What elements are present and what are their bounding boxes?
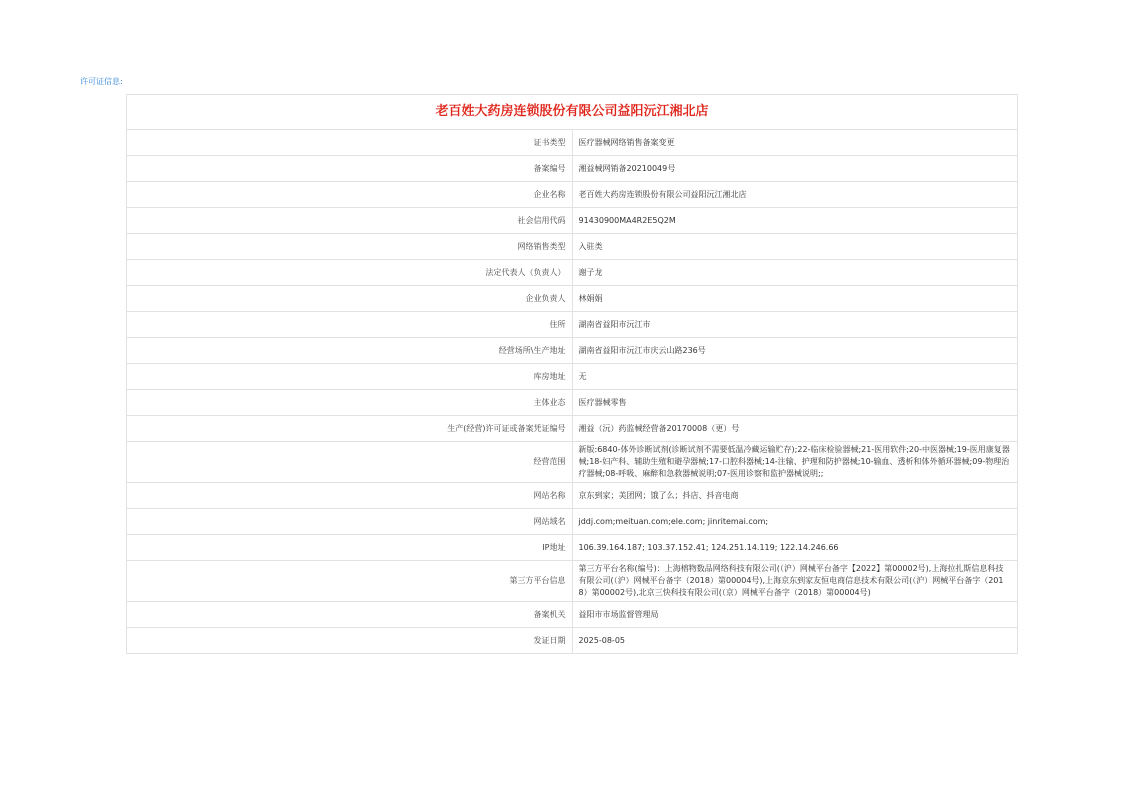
license-table xyxy=(126,94,1018,654)
row-label-warehouse-address: 库房地址 xyxy=(127,364,573,390)
table-row xyxy=(127,535,1018,561)
table-row xyxy=(127,338,1018,364)
row-value-filing-authority: 益阳市市场监督管理局 xyxy=(572,602,1018,628)
row-value-certificate-type: 医疗器械网络销售备案变更 xyxy=(572,130,1018,156)
row-label-legal-representative: 法定代表人（负责人） xyxy=(127,260,573,286)
row-value-ip-address: 106.39.164.187; 103.37.152.41; 124.251.14.119; 122.14.246.66 xyxy=(572,535,1018,561)
table-row xyxy=(127,602,1018,628)
table-row xyxy=(127,312,1018,338)
row-value-credit-code: 91430900MA4R2E5Q2M xyxy=(572,208,1018,234)
row-value-company-head: 林娟娟 xyxy=(572,286,1018,312)
table-row xyxy=(127,628,1018,654)
row-label-filing-number: 备案编号 xyxy=(127,156,573,182)
row-value-issue-date: 2025-08-05 xyxy=(572,628,1018,654)
table-row xyxy=(127,286,1018,312)
row-value-filing-number: 湘益械网销备20210049号 xyxy=(572,156,1018,182)
license-title: 老百姓大药房连锁股份有限公司益阳沅江湘北店 xyxy=(127,95,1018,130)
table-row xyxy=(127,509,1018,535)
table-row xyxy=(127,364,1018,390)
table-row xyxy=(127,130,1018,156)
section-label: 许可证信息: xyxy=(80,77,123,86)
title-row xyxy=(127,95,1018,130)
row-label-website-domain: 网站域名 xyxy=(127,509,573,535)
table-row xyxy=(127,442,1018,483)
row-label-company-name: 企业名称 xyxy=(127,182,573,208)
row-label-business-address: 经营场所\生产地址 xyxy=(127,338,573,364)
row-label-ip-address: IP地址 xyxy=(127,535,573,561)
row-label-company-head: 企业负责人 xyxy=(127,286,573,312)
row-label-third-party-platform: 第三方平台信息 xyxy=(127,561,573,602)
table-row xyxy=(127,234,1018,260)
row-label-certificate-type: 证书类型 xyxy=(127,130,573,156)
row-label-sales-type: 网络销售类型 xyxy=(127,234,573,260)
table-row xyxy=(127,416,1018,442)
row-value-business-format: 医疗器械零售 xyxy=(572,390,1018,416)
row-value-company-name: 老百姓大药房连锁股份有限公司益阳沅江湘北店 xyxy=(572,182,1018,208)
row-value-legal-representative: 谢子龙 xyxy=(572,260,1018,286)
row-value-warehouse-address: 无 xyxy=(572,364,1018,390)
table-row xyxy=(127,561,1018,602)
row-value-business-address: 湖南省益阳市沅江市庆云山路236号 xyxy=(572,338,1018,364)
row-label-issue-date: 发证日期 xyxy=(127,628,573,654)
table-row xyxy=(127,483,1018,509)
row-label-business-format: 主体业态 xyxy=(127,390,573,416)
row-label-filing-authority: 备案机关 xyxy=(127,602,573,628)
row-value-website-name: 京东到家；美团网；饿了么；抖店、抖音电商 xyxy=(572,483,1018,509)
table-row xyxy=(127,156,1018,182)
row-value-residence: 湖南省益阳市沅江市 xyxy=(572,312,1018,338)
row-value-sales-type: 入驻类 xyxy=(572,234,1018,260)
table-row xyxy=(127,260,1018,286)
row-value-permit-number: 湘益（沅）药监械经营备20170008（更）号 xyxy=(572,416,1018,442)
row-label-permit-number: 生产(经营)许可证或备案凭证编号 xyxy=(127,416,573,442)
row-label-website-name: 网站名称 xyxy=(127,483,573,509)
row-label-residence: 住所 xyxy=(127,312,573,338)
row-value-business-scope: 新版:6840-体外诊断试剂(诊断试剂不需要低温冷藏运输贮存);22-临床检验器械;21-医用软件;20-中医器械;19-医用康复器械;18-妇产科、辅助生殖和避孕器械;17-口腔科器械;14-注输、护理和防护器械;10-输血、透析和体外循环器械;09-物理治疗器械;08-呼吸、麻醉和急救器械说明;07-医用诊察和监护器械说明;; xyxy=(572,442,1018,483)
row-label-business-scope: 经营范围 xyxy=(127,442,573,483)
row-value-website-domain: jddj.com;meituan.com;ele.com; jinritemai.com; xyxy=(572,509,1018,535)
table-row xyxy=(127,390,1018,416)
row-value-third-party-platform: 第三方平台名称(编号)：上海榕物数品网络科技有限公司(（沪）网械平台备字【2022】第00002号),上海拉扎斯信息科技有限公司(（沪）网械平台备字（2018）第00004号),上海京东到家友恒电商信息技术有限公司(（沪）网械平台备字（2018）第00002号),北京三快科技有限公司(（京）网械平台备字（2018）第00004号) xyxy=(572,561,1018,602)
table-row xyxy=(127,208,1018,234)
row-label-credit-code: 社会信用代码 xyxy=(127,208,573,234)
table-row xyxy=(127,182,1018,208)
